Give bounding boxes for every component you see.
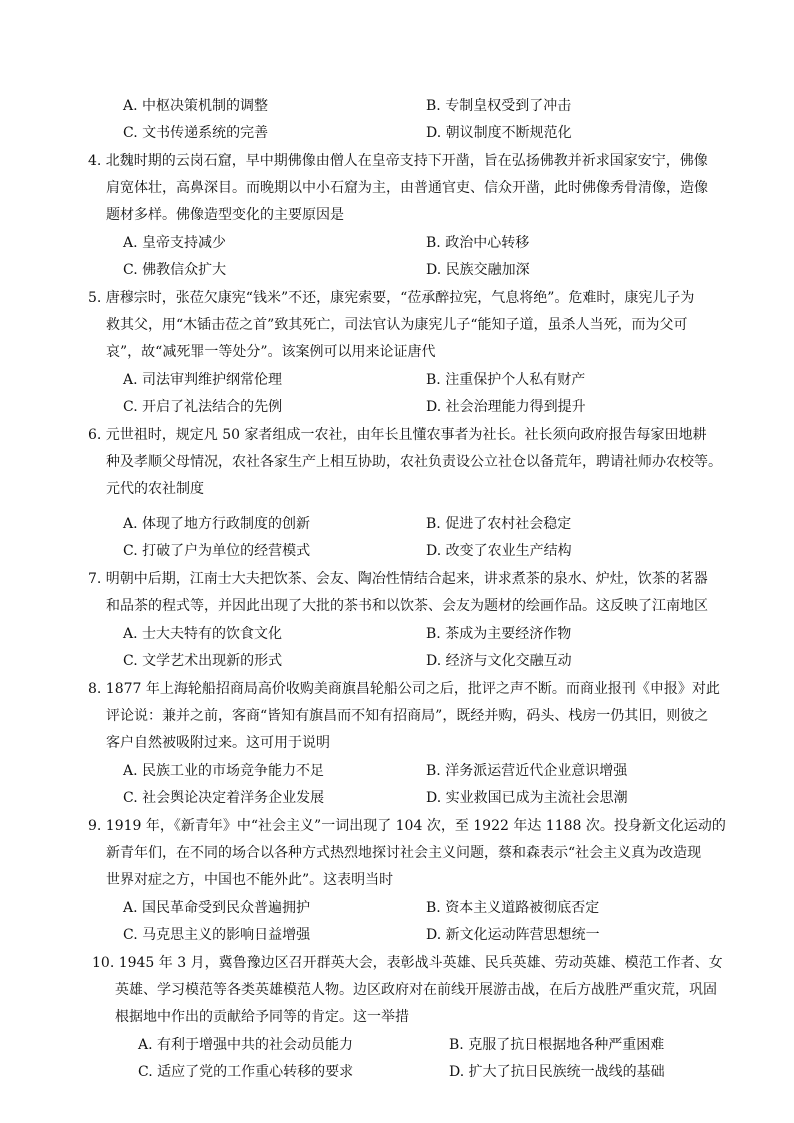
q9-stem-line-3: 世界对症之方，中国也不能外此”。这表明当时 — [106, 872, 394, 888]
q8-option-a[interactable]: A. 民族工业的市场竞争能力不足 — [123, 763, 325, 779]
q9-option-b[interactable]: B. 资本主义道路被彻底否定 — [426, 900, 600, 916]
q8-option-d[interactable]: D. 实业救国已成为主流社会思潮 — [426, 790, 628, 806]
q9-option-d[interactable]: D. 新文化运动阵营思想统一 — [426, 927, 600, 943]
q7-stem-line-2: 和品茶的程式等，并因此出现了大批的茶书和以饮茶、会友为题材的绘画作品。这反映了江南地区 — [106, 598, 708, 614]
q4-option-a[interactable]: A. 皇帝支持减少 — [123, 235, 227, 251]
q4-stem-line-3: 题材多样。佛像造型变化的主要原因是 — [106, 207, 344, 223]
q10-option-d[interactable]: D. 扩大了抗日民族统一战线的基础 — [449, 1064, 665, 1080]
q5-stem-line-3: 哀”，故“减死罪一等处分”。该案例可以用来论证唐代 — [106, 344, 436, 360]
q3-option-c[interactable]: C. 文书传递系统的完善 — [123, 125, 269, 141]
q9-stem-line-1: 9. 1919 年，《新青年》中“社会主义”一词出现了 104 次，至 1922 年达 1188 次。投身新文化运动的 — [88, 818, 726, 834]
q8-option-c[interactable]: C. 社会舆论决定着洋务企业发展 — [123, 790, 325, 806]
q10-option-a[interactable]: A. 有利于增强中共的社会动员能力 — [138, 1037, 354, 1053]
q10-option-b[interactable]: B. 克服了抗日根据地各种严重困难 — [449, 1037, 665, 1053]
q7-option-c[interactable]: C. 文学艺术出现新的形式 — [123, 653, 283, 669]
q9-stem-line-2: 新青年们，在不同的场合以各种方式热烈地探讨社会主义问题，蔡和森表示“社会主义真为改造现 — [106, 845, 702, 861]
q7-option-b[interactable]: B. 茶成为主要经济作物 — [426, 626, 572, 642]
q5-stem-line-1: 5. 唐穆宗时，张莅欠康宪“钱米”不还，康宪索要，“莅承醉拉宪，气息将绝”。危难时，康宪儿子为 — [88, 290, 695, 306]
q3-option-a[interactable]: A. 中枢决策机制的调整 — [123, 98, 269, 114]
q8-stem-line-3: 客户自然被吸附过来。这可用于说明 — [106, 735, 330, 751]
q7-option-d[interactable]: D. 经济与文化交融互动 — [426, 653, 572, 669]
q6-stem-line-2: 种及孝顺父母情况，农社各家生产上相互协助，农社负责设公立社仓以备荒年，聘请社师办农校等。 — [106, 454, 722, 470]
q6-option-a[interactable]: A. 体现了地方行政制度的创新 — [123, 516, 311, 532]
q8-stem-line-1: 8. 1877 年上海轮船招商局高价收购美商旗昌轮船公司之后，批评之声不断。而商业报刊《申报》对此 — [88, 681, 720, 697]
q7-stem-line-1: 7. 明朝中后期，江南士大夫把饮茶、会友、陶冶性情结合起来，讲求煮茶的泉水、炉灶，饮茶的茗器 — [88, 571, 708, 587]
q10-option-c[interactable]: C. 适应了党的工作重心转移的要求 — [138, 1064, 354, 1080]
q4-stem-line-2: 肩宽体壮，高鼻深目。而晚期以中小石窟为主，由普通官吏、信众开凿，此时佛像秀骨清像，造像 — [106, 180, 708, 196]
q5-option-c[interactable]: C. 开启了礼法结合的先例 — [123, 399, 283, 415]
q6-option-d[interactable]: D. 改变了农业生产结构 — [426, 543, 572, 559]
q10-stem-line-2: 英雄、学习模范等各类英雄模范人物。边区政府对在前线开展游击战，在后方战胜严重灾荒，巩固 — [115, 982, 717, 998]
q4-option-c[interactable]: C. 佛教信众扩大 — [123, 262, 227, 278]
q8-stem-line-2: 评论说：兼并之前，客商“皆知有旗昌而不知有招商局”，既经并购，码头、栈房一仍其旧，则彼之 — [106, 708, 709, 724]
q9-option-a[interactable]: A. 国民革命受到民众普遍拥护 — [123, 900, 311, 916]
q7-option-a[interactable]: A. 士大夫特有的饮食文化 — [123, 626, 283, 642]
q6-stem-line-3: 元代的农社制度 — [106, 481, 204, 497]
q4-option-b[interactable]: B. 政治中心转移 — [426, 235, 530, 251]
q5-option-d[interactable]: D. 社会治理能力得到提升 — [426, 399, 586, 415]
q6-option-c[interactable]: C. 打破了户为单位的经营模式 — [123, 543, 311, 559]
q10-stem-line-1: 10. 1945 年 3 月，冀鲁豫边区召开群英大会，表彰战斗英雄、民兵英雄、劳动英雄、模范工作者、女 — [92, 955, 723, 971]
q6-option-b[interactable]: B. 促进了农村社会稳定 — [426, 516, 572, 532]
q5-option-a[interactable]: A. 司法审判维护纲常伦理 — [123, 372, 283, 388]
q8-option-b[interactable]: B. 洋务派运营近代企业意识增强 — [426, 763, 628, 779]
q3-option-b[interactable]: B. 专制皇权受到了冲击 — [426, 98, 572, 114]
q9-option-c[interactable]: C. 马克思主义的影响日益增强 — [123, 927, 311, 943]
q6-stem-line-1: 6. 元世祖时，规定凡 50 家者组成一农社，由年长且懂农事者为社长。社长须向政府报告每家田地耕 — [88, 427, 707, 443]
q5-option-b[interactable]: B. 注重保护个人私有财产 — [426, 372, 586, 388]
q4-option-d[interactable]: D. 民族交融加深 — [426, 262, 530, 278]
q10-stem-line-3: 根据地中作出的贡献给予同等的肯定。这一举措 — [115, 1009, 409, 1025]
q3-option-d[interactable]: D. 朝议制度不断规范化 — [426, 125, 572, 141]
q4-stem-line-1: 4. 北魏时期的云岗石窟，早中期佛像由僧人在皇帝支持下开凿，旨在弘扬佛教并祈求国家安宁，佛像 — [88, 153, 708, 169]
q5-stem-line-2: 救其父，用“木锸击莅之首”致其死亡，司法官认为康宪儿子“能知子道，虽杀人当死，而为父可 — [106, 317, 688, 333]
